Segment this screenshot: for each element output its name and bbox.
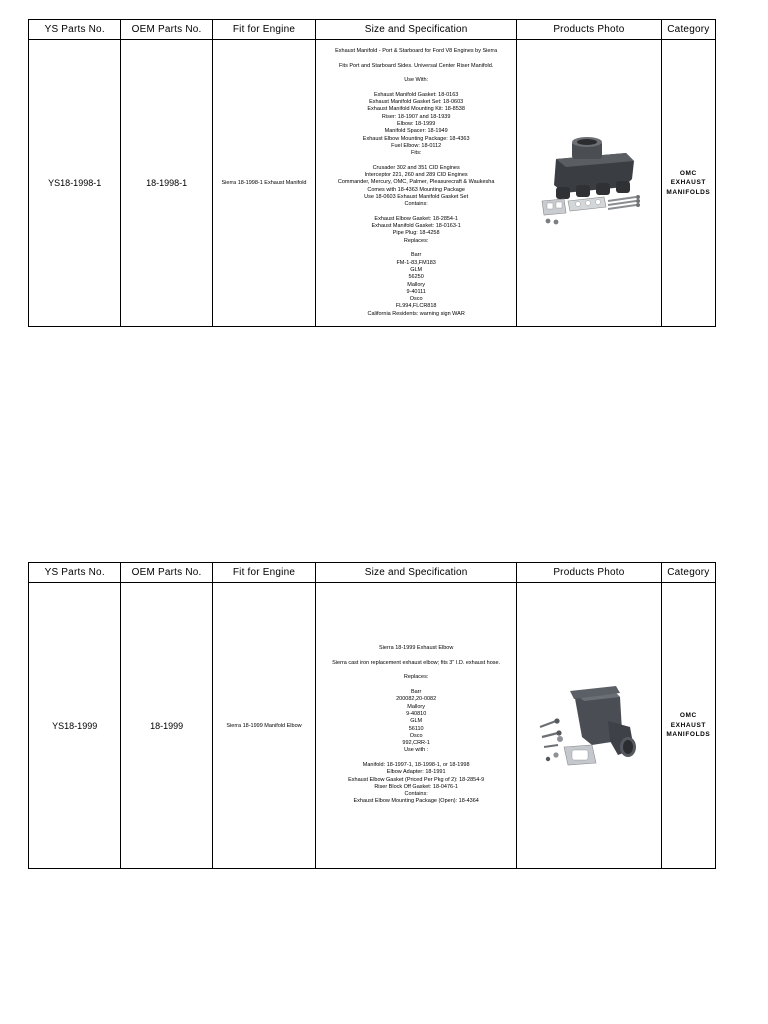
table-header-row	[29, 563, 716, 583]
spec-line: Commander, Mercury, OMC, Palmer, Pleasurecraft & Waukesha	[337, 179, 495, 186]
header-size-and-specification: Size and Specification	[316, 563, 517, 583]
category-line: MANIFOLDS	[666, 188, 711, 196]
header-fit-for-engine: Fit for Engine	[212, 20, 315, 40]
spec-line: Contains:	[404, 791, 428, 798]
spec-line: Pipe Plug: 18-4258	[392, 230, 440, 237]
exhaust-elbow-photo	[534, 675, 644, 771]
spec-line	[316, 84, 516, 91]
spec-line: Use With:	[404, 77, 429, 84]
spec-line: Mallory	[407, 703, 426, 710]
spec-line: 9-40810	[406, 710, 427, 717]
category-line: EXHAUST	[670, 179, 706, 187]
category-line: OMC	[679, 169, 697, 177]
header-fit-for-engine: Fit for Engine	[212, 563, 315, 583]
spec-line: Fits:	[410, 150, 422, 157]
parts-table-2	[28, 562, 716, 869]
spec-line: FM-1-83,FM183	[396, 259, 436, 266]
spec-line	[316, 653, 516, 660]
spec-line: Exhaust Manifold Gasket: 18-0163	[373, 91, 459, 98]
header-category: Category	[661, 20, 715, 40]
spec-line	[316, 209, 516, 216]
spec-line: Manifold Spacer: 18-1949	[384, 128, 448, 135]
ys-part-number: YS18-1999	[29, 583, 121, 869]
product-photo-cell	[517, 583, 662, 869]
spec-line: Sierra cast iron replacement exhaust elbow; fits 3" I.D. exhaust hose.	[332, 659, 501, 666]
spec-line: Barr	[410, 689, 422, 696]
parts-table-1	[28, 19, 716, 327]
fit-for-engine: Sierra 18-1998-1 Exhaust Manifold	[212, 40, 315, 327]
spec-line: Exhaust Manifold Gasket: 18-0163-1	[371, 223, 461, 230]
spec-line: Exhaust Elbow Mounting Package: 18-4363	[362, 135, 470, 142]
header-products-photo: Products Photo	[517, 563, 662, 583]
header-size-and-specification: Size and Specification	[316, 20, 517, 40]
spec-line: 56250	[408, 274, 424, 281]
spec-line: Riser Block Off Gasket: 18-0476-1	[374, 783, 458, 790]
spec-line	[316, 755, 516, 762]
spec-line	[316, 157, 516, 164]
exhaust-manifold-photo	[534, 131, 644, 231]
spec-line: Mallory	[407, 281, 426, 288]
specification-cell	[316, 40, 517, 327]
spec-line: Interceptor 221, 260 and 289 CID Engines	[364, 172, 468, 179]
spec-line	[316, 682, 516, 689]
spec-line: Riser: 18-1907 and 18-1939	[381, 113, 451, 120]
spec-line: Exhaust Elbow Mounting Package (Open): 18-4364	[353, 798, 479, 805]
table-row	[29, 583, 716, 869]
table-row	[29, 40, 716, 327]
specification-cell	[316, 583, 517, 869]
spec-line: California Residents: warning sign WAR	[367, 310, 465, 317]
category-cell	[661, 583, 715, 869]
oem-part-number: 18-1999	[121, 583, 212, 869]
spec-line: Fuel Elbow: 18-0112	[391, 142, 442, 149]
spec-line: Elbow: 18-1999	[397, 120, 436, 127]
spec-line: Exhaust Elbow Gasket: 18-2854-1	[374, 215, 458, 222]
spec-line	[316, 245, 516, 252]
spec-line: Contains:	[404, 201, 428, 208]
spec-line: Comes with 18-4363 Mounting Package	[367, 186, 465, 193]
spec-line: Elbow Adapter: 18-1991	[386, 769, 446, 776]
spec-line: Fits Port and Starboard Sides. Universal Center Riser Manifold.	[338, 62, 494, 69]
spec-line: Replaces:	[403, 674, 429, 681]
spec-line	[316, 667, 516, 674]
header-category: Category	[661, 563, 715, 583]
category-cell	[661, 40, 715, 327]
spec-line: Exhaust Manifold Gasket Set: 18-0603	[369, 99, 464, 106]
spec-line: Use 18-0603 Exhaust Manifold Gasket Set	[364, 193, 469, 200]
spec-line: Osco	[409, 732, 423, 739]
header-oem-parts-no: OEM Parts No.	[121, 20, 212, 40]
fit-for-engine: Sierra 18-1999 Manifold Elbow	[212, 583, 315, 869]
spec-line: Osco	[409, 296, 423, 303]
spec-line: GLM	[410, 266, 423, 273]
category-line: OMC	[679, 712, 697, 720]
spec-line: GLM	[410, 718, 423, 725]
header-oem-parts-no: OEM Parts No.	[121, 563, 212, 583]
spec-line: Manifold: 18-1997-1, 18-1998-1, or 18-1998	[362, 761, 470, 768]
spec-line: FL994,FLCR818	[395, 303, 437, 310]
spec-line	[316, 70, 516, 77]
spec-line: Use with :	[404, 747, 429, 754]
spec-line: 992,CRR-1	[402, 740, 430, 747]
spec-line: Sierra 18-1999 Exhaust Elbow	[379, 645, 454, 652]
spec-line: Crusader 302 and 351 CID Engines	[372, 164, 460, 171]
header-products-photo: Products Photo	[517, 20, 662, 40]
spec-line: 200082,20-0082	[396, 696, 437, 703]
spec-line: Exhaust Elbow Gasket (Priced Per Pkg of 2): 18-2854-9	[348, 776, 485, 783]
category-line: EXHAUST	[670, 721, 706, 729]
spec-line: 9-40111	[406, 288, 426, 295]
header-ys-parts-no: YS Parts No.	[29, 20, 121, 40]
spec-line: Replaces:	[403, 237, 429, 244]
spec-line: Exhaust Manifold - Port & Starboard for Ford V8 Engines by Sierra	[335, 48, 498, 54]
oem-part-number: 18-1998-1	[121, 40, 212, 327]
spec-line: Exhaust Manifold Mounting Kit: 18-8538	[367, 106, 465, 113]
spec-line: Barr	[410, 252, 422, 259]
spec-line: 56110	[408, 725, 424, 732]
table-header-row	[29, 20, 716, 40]
header-ys-parts-no: YS Parts No.	[29, 563, 121, 583]
category-line: MANIFOLDS	[666, 731, 711, 739]
ys-part-number: YS18-1998-1	[29, 40, 121, 327]
spec-line	[316, 55, 516, 62]
product-photo-cell	[517, 40, 662, 327]
